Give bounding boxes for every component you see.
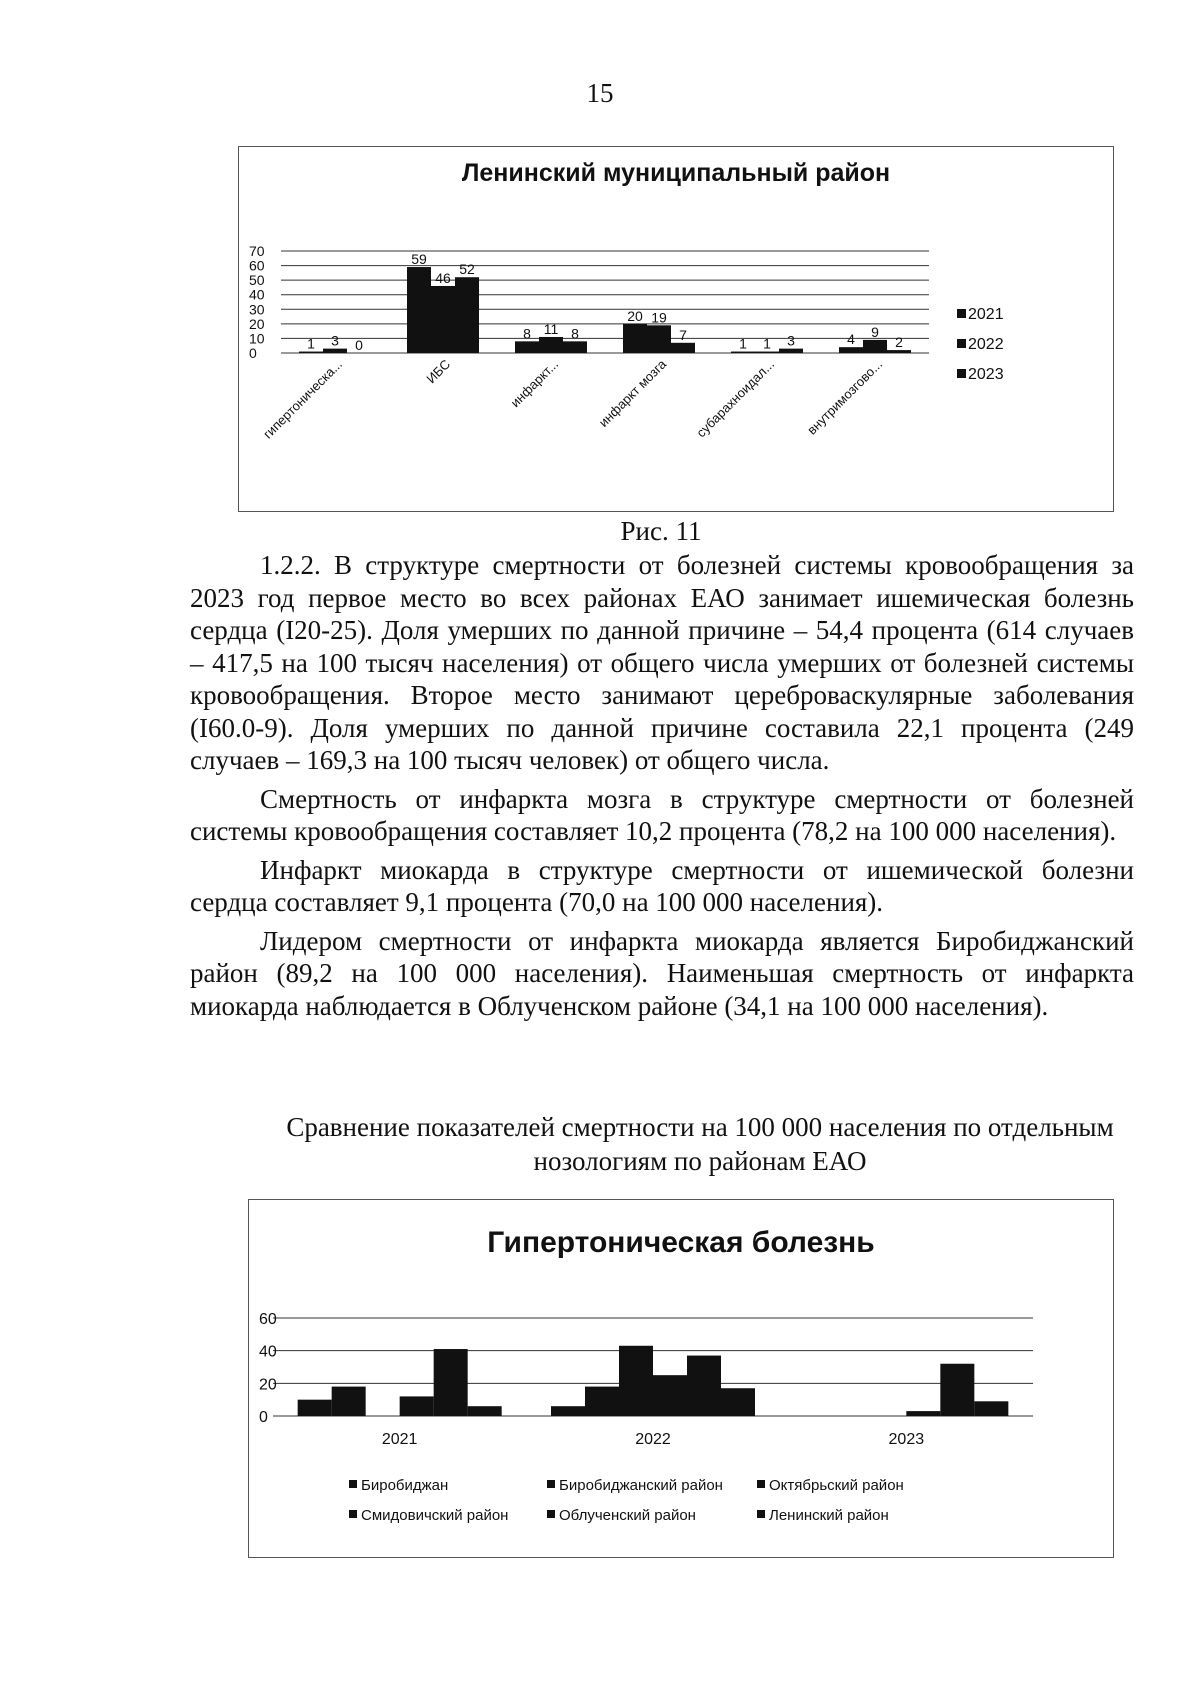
x-tick-label: субарахноидал... [693, 356, 778, 441]
bar-2022-3 [647, 325, 671, 353]
chart-hypertension-svg [249, 1200, 1113, 1557]
paragraph-4: Лидером смертности от инфаркта миокарда является Биробиджанский район (89,2 на 100 000 населения). Наименьшая смертность от инфаркта миокарда наблюдается в Облученском районе (34,1 на 100 000 населения). [190, 925, 1134, 1021]
y-tick-label: 30 [249, 301, 265, 318]
data-label: 46 [435, 269, 451, 286]
legend-swatch-0 [349, 1480, 357, 1488]
data-label: 2 [895, 334, 903, 351]
data-label: 4 [847, 331, 855, 348]
legend-label: Смидовичский район [361, 1507, 509, 1524]
paragraph-1: 1.2.2. В структуре смертности от болезней системы кровообращения за 2023 год первое место во всех районах ЕАО занимает ишемическая болезнь сердца (I20-25). Доля умерших по данной причине – 54,4 процента (614 случаев – 417,5 на 100 тысяч населения) от общего числа умерших от болезней системы кровообращения. Второе место занимают цереброваскулярные заболевания (I60.0-9). Доля умерших по данной причине составила 22,1 процента (249 случаев – 169,3 на 100 тысяч человек) от общего числа. [190, 550, 1134, 775]
x-tick-label: инфаркт... [507, 356, 562, 411]
bar-Смидовичский район-2022 [653, 1375, 687, 1416]
chart-leninsky-district [238, 146, 1114, 512]
legend-swatch-2 [757, 1480, 765, 1488]
x-tick-label: 2021 [381, 1431, 418, 1448]
bar-Ленинский район-2022 [721, 1388, 755, 1416]
bar-Биробиджан-2022 [551, 1406, 585, 1416]
legend-label: Биробиджанский район [559, 1477, 723, 1494]
bar-2021-0 [299, 352, 323, 353]
data-label: 1 [739, 335, 747, 352]
legend-swatch-5 [757, 1510, 765, 1518]
y-tick-label: 40 [249, 286, 265, 303]
bar-2021-2 [515, 341, 539, 353]
x-tick-label: инфаркт мозга [595, 356, 670, 430]
y-tick-label: 60 [259, 1311, 277, 1328]
legend-label: 2021 [968, 306, 1004, 323]
bar-2023-2 [563, 341, 587, 353]
data-label: 20 [627, 307, 643, 324]
chart-title: Ленинский муниципальный район [461, 159, 891, 187]
legend-swatch-4 [547, 1510, 555, 1518]
data-label: 11 [543, 320, 559, 337]
data-label: 0 [355, 337, 363, 353]
data-label: 9 [871, 323, 879, 340]
data-label: 59 [411, 251, 427, 268]
bar-2021-1 [407, 267, 431, 353]
bar-2022-0 [323, 349, 347, 353]
chart-title: Гипертоническая болезнь [487, 1226, 875, 1259]
figure-caption: Рис. 11 [620, 516, 702, 546]
x-tick-label: гипертоническа... [260, 356, 346, 442]
legend-label: Биробиджан [361, 1477, 449, 1494]
bar-2023-4 [779, 349, 803, 353]
bar-Облученский район-2022 [687, 1356, 721, 1416]
data-label: 3 [331, 332, 339, 349]
x-tick-label: 2023 [888, 1431, 925, 1448]
bar-Октябрьский район-2022 [619, 1346, 653, 1416]
bar-Смидовичский район-2021 [400, 1396, 434, 1416]
section-heading [200, 1110, 1200, 1178]
chart-hypertension [248, 1199, 1114, 1558]
bar-Биробиджан-2021 [298, 1400, 332, 1416]
legend-label: Октябрьский район [769, 1477, 904, 1494]
chart-leninsky-district-svg [239, 147, 1113, 511]
x-tick-label: 2022 [635, 1431, 671, 1448]
legend-swatch-2022 [957, 339, 966, 348]
body-text [190, 549, 1134, 1022]
legend-swatch-2023 [957, 369, 966, 378]
data-label: 8 [571, 325, 579, 342]
bar-2021-3 [623, 324, 647, 353]
bar-2023-1 [455, 277, 479, 353]
y-tick-label: 70 [249, 243, 265, 259]
legend-label: Ленинский район [769, 1507, 889, 1524]
legend-swatch-1 [547, 1480, 555, 1488]
y-tick-label: 0 [249, 345, 257, 361]
page-number: 15 [586, 78, 614, 108]
y-tick-label: 40 [259, 1343, 277, 1361]
legend-swatch-3 [349, 1510, 357, 1518]
legend-label: 2023 [968, 366, 1004, 383]
data-label: 3 [787, 332, 795, 349]
x-tick-label: ИБС [423, 356, 454, 387]
bar-2022-5 [863, 340, 887, 353]
section-heading-line-2: нозологиям по районам ЕАО [533, 1146, 867, 1176]
paragraph-2: Смертность от инфаркта мозга в структуре смертности от болезней системы кровообращения составляет 10,2 процента (78,2 на 100 000 населения). [190, 783, 1134, 846]
data-label: 1 [763, 335, 771, 352]
legend-swatch-2021 [957, 309, 966, 318]
bar-Ленинский район-2021 [468, 1406, 502, 1416]
bar-Облученский район-2021 [434, 1349, 468, 1416]
bar-Ленинский район-2023 [974, 1401, 1008, 1416]
bar-2021-4 [731, 352, 755, 353]
bar-Смидовичский район-2023 [906, 1411, 940, 1416]
x-tick-label: внутримозгово... [804, 356, 886, 438]
bar-2021-5 [839, 347, 863, 353]
legend-label: Облученский район [559, 1507, 696, 1524]
y-tick-label: 20 [249, 315, 265, 332]
y-tick-label: 10 [249, 330, 265, 347]
y-tick-label: 60 [249, 257, 265, 274]
data-label: 19 [651, 309, 667, 326]
bar-Облученский район-2023 [940, 1364, 974, 1416]
bar-Биробиджанский район-2022 [585, 1387, 619, 1416]
y-tick-label: 20 [259, 1376, 277, 1394]
paragraph-3: Инфаркт миокарда в структуре смертности от ишемической болезни сердца составляет 9,1 процента (70,0 на 100 000 населения). [190, 854, 1134, 917]
y-tick-label: 50 [249, 272, 265, 289]
data-label: 52 [459, 261, 475, 278]
bar-2022-4 [755, 352, 779, 353]
data-label: 7 [679, 326, 687, 343]
data-label: 1 [307, 335, 315, 352]
bar-2023-5 [887, 350, 911, 353]
bar-2022-1 [431, 286, 455, 353]
bar-Биробиджанский район-2021 [332, 1387, 366, 1416]
data-label: 8 [523, 325, 531, 342]
y-tick-label: 0 [259, 1409, 268, 1426]
section-heading-line-1: Сравнение показателей смертности на 100 000 населения по отдельным [286, 1112, 1114, 1142]
bar-2022-2 [539, 337, 563, 353]
legend-label: 2022 [968, 336, 1004, 353]
bar-2023-3 [671, 343, 695, 353]
